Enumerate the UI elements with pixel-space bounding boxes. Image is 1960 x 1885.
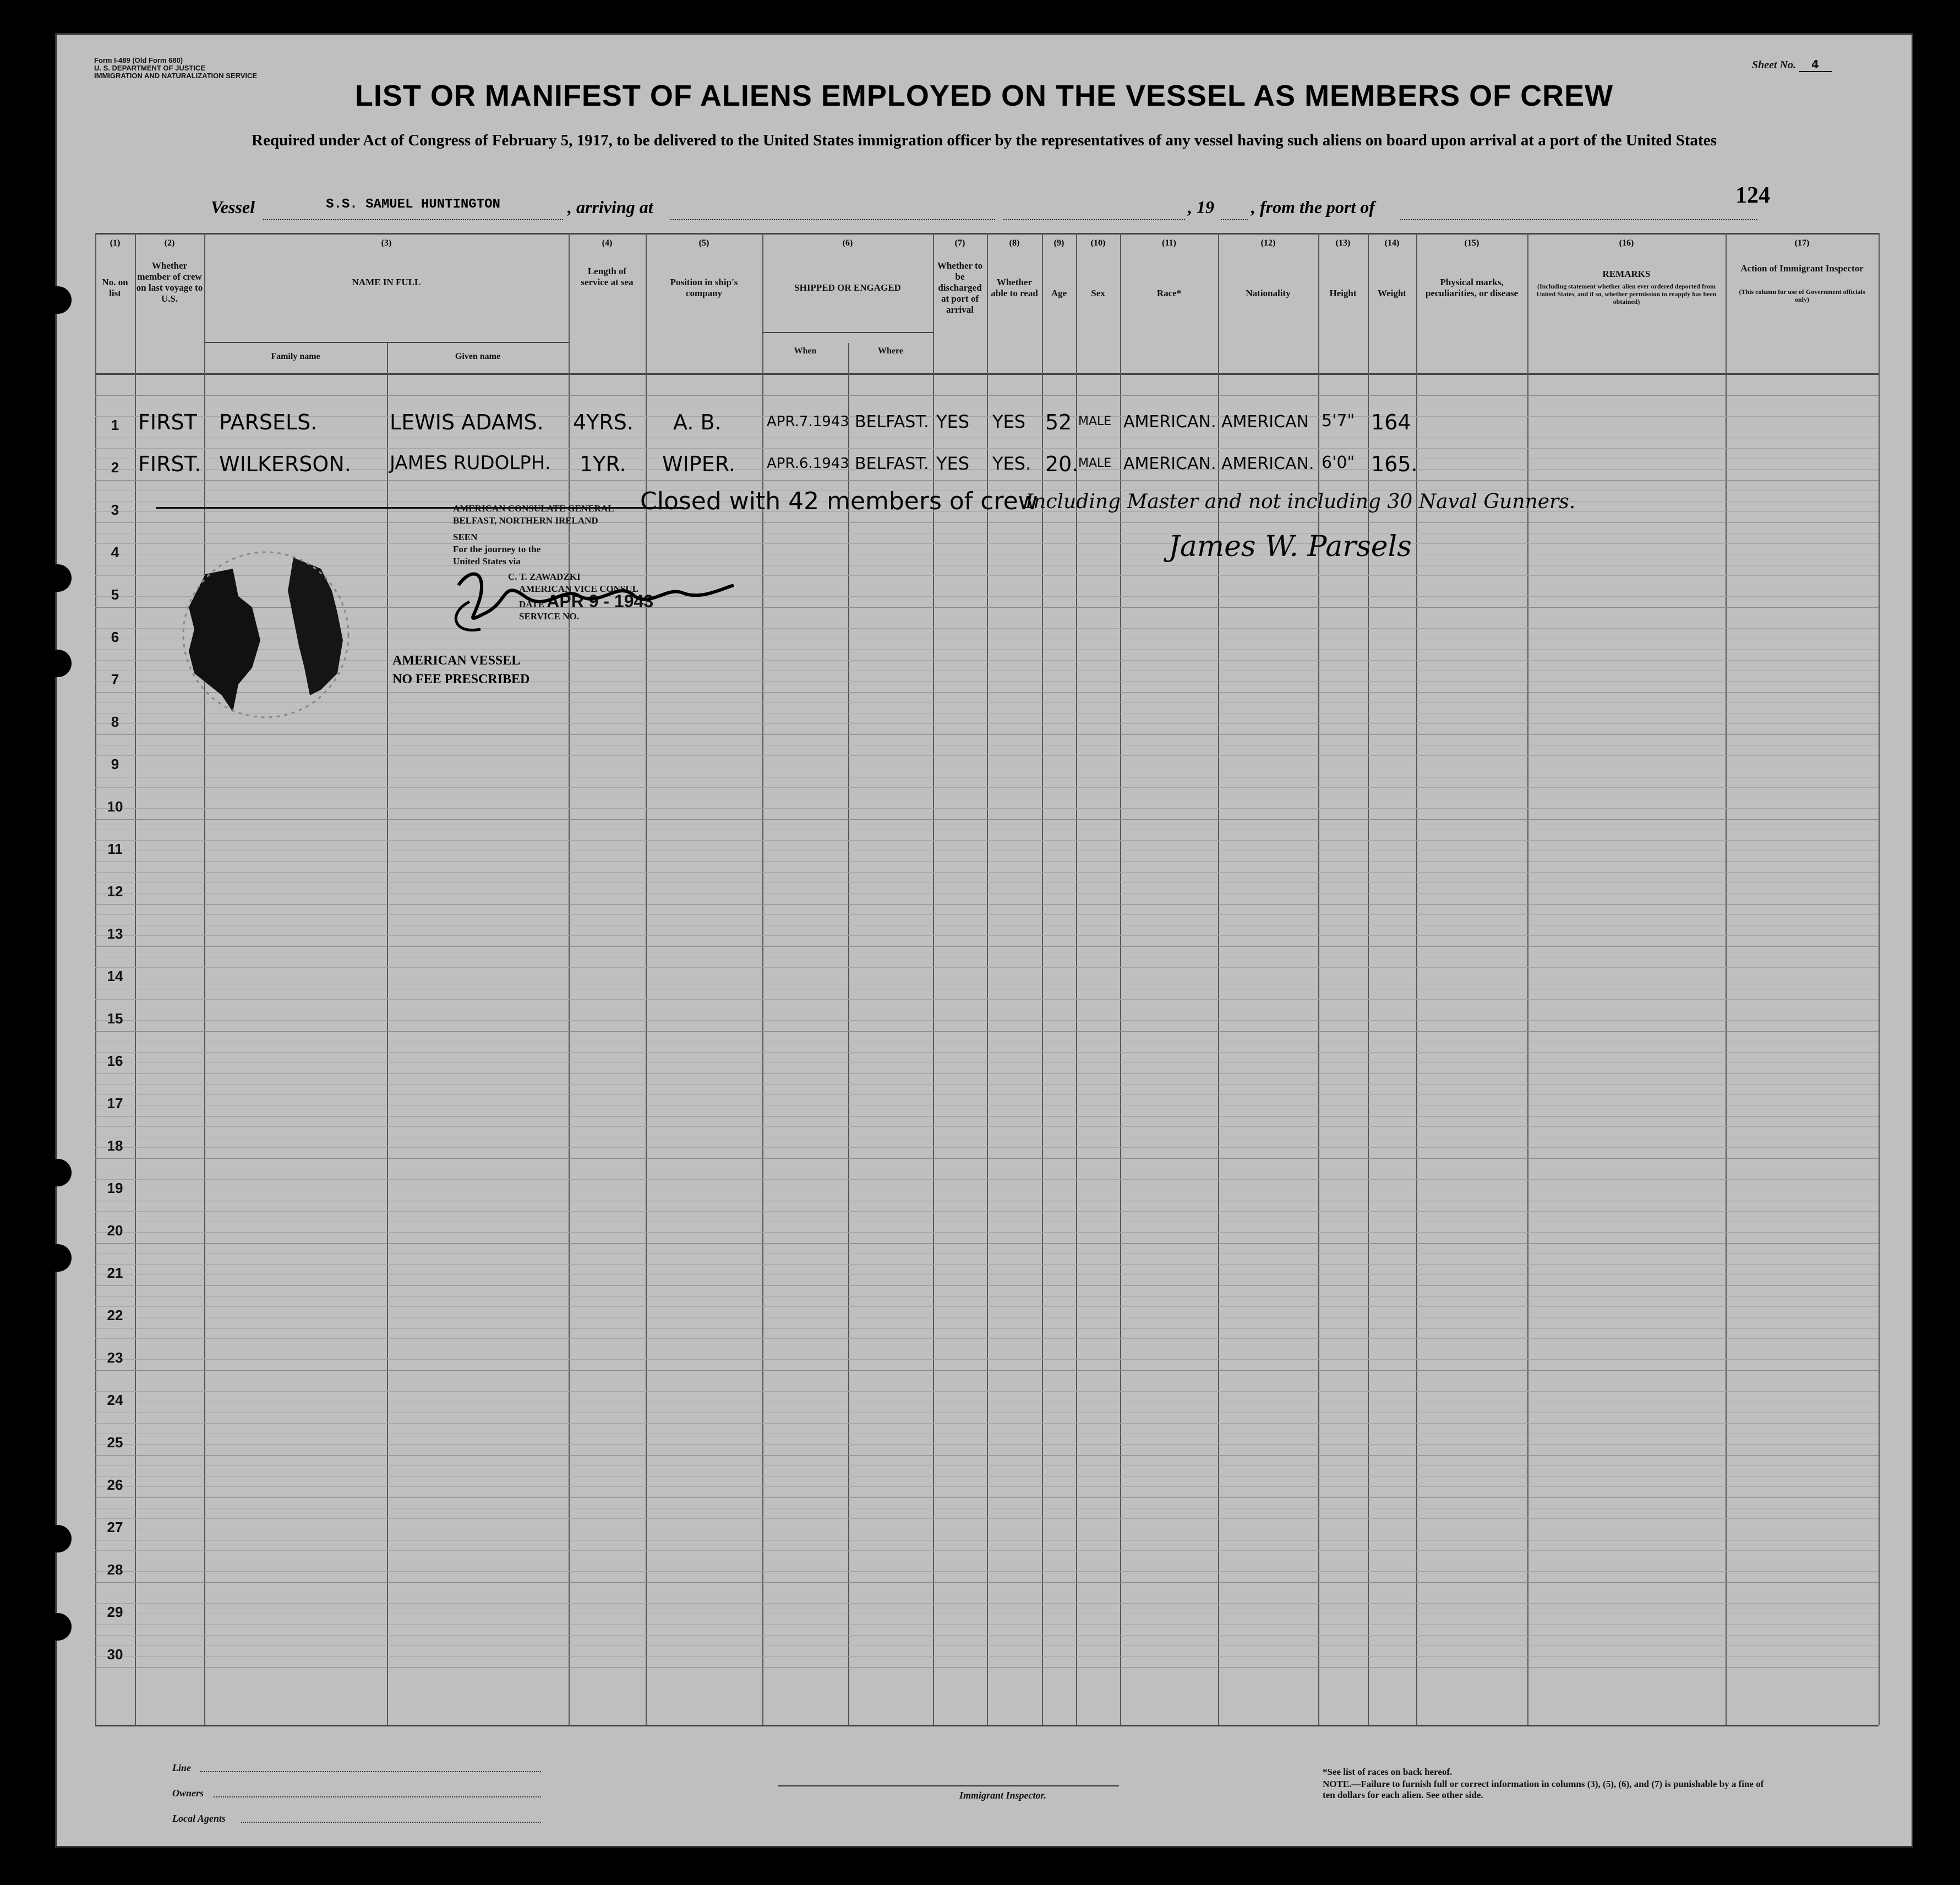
punch-hole	[44, 1613, 72, 1641]
cell-race: AMERICAN.	[1123, 412, 1216, 432]
name-subdivider	[387, 343, 388, 1725]
row-number: 1	[111, 417, 119, 433]
inspector-label: Immigrant Inspector.	[959, 1790, 1047, 1801]
row-subrule	[95, 967, 1879, 968]
stamp-line: For the journey to the	[453, 544, 541, 554]
col-header-age: Age	[1051, 288, 1067, 298]
row-number: 5	[111, 586, 119, 603]
agents-label: Local Agents	[172, 1813, 226, 1824]
row-subrule	[95, 1571, 1879, 1572]
sheet-no-value: 4	[1799, 58, 1832, 72]
row-subrule	[95, 1391, 1879, 1392]
stamp-line: SEEN	[453, 532, 478, 542]
form-id-line: Form I-489 (Old Form 680)	[94, 56, 183, 64]
col-header-inspector-note: (This column for use of Government officials only)	[1739, 288, 1865, 303]
row-subrule	[95, 1126, 1879, 1127]
col-header-read: Whether able to read	[991, 277, 1038, 298]
col-subheader-where: Where	[878, 346, 903, 356]
cell-sex: MALE	[1078, 456, 1112, 470]
col-divider	[1879, 233, 1880, 1725]
row-number: 29	[107, 1604, 123, 1620]
row-number: 16	[107, 1053, 123, 1069]
row-number: 18	[107, 1137, 123, 1154]
vessel-line	[211, 197, 1862, 225]
row-subrule	[95, 469, 1879, 470]
cell-discharged: YES	[936, 411, 970, 432]
row-number: 8	[111, 713, 119, 730]
page-subtitle: Required under Act of Congress of February 5, 1917, to be delivered to the United States immigration officer by the representatives of any vessel having such aliens on board upon arrival at a port of the United States	[252, 132, 1717, 149]
stamp-number: 124	[1735, 183, 1770, 208]
col-number: (10)	[1090, 238, 1106, 248]
arriving-date-field	[1003, 197, 1185, 220]
page-title: LIST OR MANIFEST OF ALIENS EMPLOYED ON THE VESSEL AS MEMBERS OF CREW	[354, 79, 1614, 112]
col-divider	[762, 233, 763, 1725]
cell-service: 4YRS.	[573, 410, 634, 434]
row-subrule	[95, 1550, 1879, 1551]
col-number: (13)	[1335, 238, 1351, 248]
row-rule	[95, 395, 1879, 396]
punch-hole	[44, 286, 72, 314]
col-divider	[1120, 233, 1121, 1725]
footer-top-rule	[95, 1725, 1879, 1726]
row-rule	[95, 1370, 1879, 1371]
vessel-value: S.S. SAMUEL HUNTINGTON	[263, 197, 563, 220]
form-id-line: IMMIGRATION AND NATURALIZATION SERVICE	[94, 72, 258, 80]
master-signature: James W. Parsels	[1169, 530, 1412, 563]
row-number: 6	[111, 629, 119, 645]
arriving-label: , arriving at	[567, 197, 653, 217]
row-number: 11	[107, 841, 123, 857]
col-divider	[569, 233, 570, 1725]
row-subrule	[95, 1656, 1879, 1657]
cell-nationality: AMERICAN	[1221, 412, 1309, 432]
row-subrule	[95, 1476, 1879, 1477]
row-number: 30	[107, 1646, 123, 1663]
row-subrule	[95, 872, 1879, 873]
line-field	[200, 1771, 541, 1772]
col-header-remarks: REMARKS	[1602, 269, 1651, 279]
races-note: *See list of races on back hereof.	[1323, 1767, 1453, 1777]
punch-hole	[44, 1159, 72, 1186]
row-subrule	[95, 914, 1879, 915]
cell-service: 1YR.	[580, 452, 626, 476]
owners-field	[214, 1796, 541, 1797]
row-subrule	[95, 1020, 1879, 1021]
col-divider	[204, 233, 205, 1725]
row-rule	[95, 1285, 1879, 1286]
shipped-subdivider	[848, 343, 849, 1725]
row-subrule	[95, 1603, 1879, 1604]
row-subrule	[95, 1486, 1879, 1487]
row-subrule	[95, 1444, 1879, 1445]
line-label: Line	[172, 1762, 191, 1773]
stamp-date-label: DATE	[519, 599, 544, 609]
vessel-fee-stamp	[392, 651, 529, 689]
col-divider	[987, 233, 988, 1725]
manifest-sheet	[55, 33, 1913, 1848]
row-subrule	[95, 1518, 1879, 1519]
row-rule	[95, 480, 1879, 481]
col-number: (1)	[110, 238, 121, 248]
cell-last-voyage: FIRST	[138, 410, 197, 434]
row-rule	[95, 904, 1879, 905]
cell-height: 5'7"	[1322, 411, 1355, 431]
row-subrule	[95, 1264, 1879, 1265]
shipped-subrule	[762, 332, 933, 333]
cell-sex: MALE	[1078, 415, 1112, 428]
vessel-fee-line: NO FEE PRESCRIBED	[392, 672, 530, 687]
cell-position: WIPER.	[662, 452, 735, 476]
row-number: 21	[107, 1265, 123, 1281]
row-subrule	[95, 893, 1879, 894]
row-subrule	[95, 1306, 1879, 1307]
row-subrule	[95, 840, 1879, 841]
col-number: (15)	[1464, 238, 1479, 248]
row-rule	[95, 946, 1879, 947]
cell-last-voyage: FIRST.	[138, 452, 201, 476]
row-subrule	[95, 1179, 1879, 1180]
punch-hole	[44, 1244, 72, 1272]
cell-race: AMERICAN.	[1123, 454, 1216, 473]
crew-table	[95, 233, 1879, 1725]
stamp-official: C. T. ZAWADZKI	[508, 571, 581, 582]
row-rule	[95, 819, 1879, 820]
form-id-line: U. S. DEPARTMENT OF JUSTICE	[94, 64, 205, 72]
cell-family-name: PARSELS.	[219, 410, 318, 434]
col-divider	[1042, 233, 1043, 1725]
cell-where: BELFAST.	[855, 454, 929, 473]
row-number: 27	[107, 1519, 123, 1535]
row-rule	[95, 522, 1879, 523]
col-number: (11)	[1162, 238, 1176, 248]
col-header-race: Race*	[1156, 288, 1182, 298]
col-divider	[135, 233, 136, 1725]
row-subrule	[95, 1084, 1879, 1085]
row-subrule	[95, 1211, 1879, 1212]
col-divider	[1726, 233, 1727, 1725]
punch-hole	[44, 1525, 72, 1552]
row-subrule	[95, 808, 1879, 809]
row-subrule	[95, 1147, 1879, 1148]
row-number: 15	[107, 1010, 123, 1027]
col-divider	[1368, 233, 1369, 1725]
col-header-remarks-note: (Including statement whether alien ever ordered deported from United States, and if so, whether permission to reapply has been obtained)	[1536, 282, 1717, 306]
cell-read: YES	[992, 411, 1026, 432]
col-number: (12)	[1260, 238, 1276, 248]
row-subrule	[95, 755, 1879, 756]
row-subrule	[95, 1359, 1879, 1360]
row-number: 14	[107, 968, 123, 984]
col-number: (6)	[842, 238, 853, 248]
cell-family-name: WILKERSON.	[219, 452, 351, 476]
owners-label: Owners	[172, 1788, 204, 1799]
row-number: 2	[111, 459, 119, 476]
col-number: (5)	[698, 238, 709, 248]
row-number: 23	[107, 1349, 123, 1366]
row-number: 12	[107, 883, 123, 900]
stamp-line: AMERICAN CONSULATE GENERAL	[453, 503, 614, 514]
cell-where: BELFAST.	[855, 412, 929, 432]
col-number: (16)	[1619, 238, 1634, 248]
vessel-label: Vessel	[211, 197, 255, 217]
col-number: (14)	[1384, 238, 1400, 248]
stamp-title: AMERICAN VICE CONSUL	[519, 584, 638, 594]
closing-text: Closed with 42 members of crew	[640, 487, 1038, 515]
col-header-physical: Physical marks, peculiarities, or disease	[1425, 277, 1519, 298]
row-rule	[95, 1582, 1879, 1583]
col-number: (7)	[954, 238, 965, 248]
row-subrule	[95, 1232, 1879, 1233]
row-subrule	[95, 999, 1879, 1000]
col-header-sex: Sex	[1091, 288, 1105, 298]
closing-handwritten-note: Including Master and not including 30 Naval Gunners.	[1025, 491, 1576, 513]
year-field	[1221, 197, 1248, 220]
from-port-field	[1400, 197, 1757, 220]
row-number: 7	[111, 671, 119, 688]
col-header-last-voyage: Whether member of crew on last voyage to U.S.	[136, 260, 203, 304]
row-subrule	[95, 416, 1879, 417]
row-subrule	[95, 787, 1879, 788]
cell-when: APR.6.1943	[767, 455, 849, 472]
row-subrule	[95, 1423, 1879, 1424]
col-number: (9)	[1053, 238, 1064, 248]
sheet-number	[1752, 58, 1832, 72]
row-number: 4	[111, 544, 119, 560]
row-subrule	[95, 1094, 1879, 1095]
row-number: 9	[111, 756, 119, 772]
row-rule	[95, 1455, 1879, 1456]
cell-age: 52	[1045, 410, 1072, 434]
row-rule	[95, 1243, 1879, 1244]
stamp-date: APR 9 - 1943	[547, 591, 654, 611]
form-identifier	[94, 57, 257, 80]
row-subrule	[95, 448, 1879, 449]
row-rule	[95, 1158, 1879, 1159]
cell-weight: 165.	[1371, 452, 1418, 476]
col-header-inspector: Action of Immigrant Inspector	[1740, 263, 1864, 274]
row-subrule	[95, 1465, 1879, 1466]
row-rule	[95, 1667, 1879, 1668]
col-header-position: Position in ship's company	[670, 277, 738, 298]
row-number: 26	[107, 1477, 123, 1493]
col-divider	[1318, 233, 1319, 1725]
name-subrule	[204, 342, 569, 343]
year-label: , 19	[1188, 197, 1214, 217]
cell-age: 20.	[1045, 452, 1079, 476]
row-number: 28	[107, 1561, 123, 1578]
cell-weight: 164	[1371, 410, 1411, 434]
arriving-field	[670, 197, 995, 220]
row-number: 17	[107, 1095, 123, 1112]
seal-impression	[156, 530, 376, 739]
col-divider	[1527, 233, 1528, 1725]
col-header-service: Length of service at sea	[581, 266, 634, 287]
row-number: 20	[107, 1222, 123, 1239]
stamp-service-label: SERVICE NO.	[519, 611, 579, 622]
col-number: (3)	[381, 238, 392, 248]
footer	[95, 1725, 1879, 1840]
row-subrule	[95, 1635, 1879, 1636]
col-header-shipped: SHIPPED OR ENGAGED	[794, 282, 901, 293]
col-header-discharged: Whether to be discharged at port of arrival	[937, 260, 983, 315]
col-number: (2)	[164, 238, 175, 248]
row-rule	[95, 1497, 1879, 1498]
col-header-weight: Weight	[1378, 288, 1406, 298]
col-header-name: NAME IN FULL	[352, 277, 421, 287]
cell-read: YES.	[992, 453, 1031, 474]
col-header-height: Height	[1329, 288, 1357, 298]
row-number: 10	[107, 798, 123, 815]
col-subheader-given: Given name	[455, 352, 501, 361]
col-header-no: No. on list	[102, 277, 128, 298]
punch-hole	[44, 650, 72, 677]
cell-given-name: LEWIS ADAMS.	[390, 410, 544, 434]
row-number: 13	[107, 925, 123, 942]
from-port-label: , from the port of	[1251, 197, 1375, 217]
row-subrule	[95, 882, 1879, 883]
row-number: 22	[107, 1307, 123, 1323]
stamp-line: United States via	[453, 556, 521, 566]
vessel-fee-line: AMERICAN VESSEL	[392, 653, 521, 668]
stamp-line: BELFAST, NORTHERN IRELAND	[453, 515, 598, 526]
cell-nationality: AMERICAN.	[1221, 454, 1314, 473]
sheet-no-label: Sheet No.	[1752, 59, 1796, 71]
consul-signature	[436, 563, 745, 651]
row-number: 3	[111, 502, 119, 518]
col-divider	[646, 233, 647, 1725]
col-subheader-when: When	[794, 346, 817, 356]
col-number: (8)	[1009, 238, 1020, 248]
col-number: (4)	[602, 238, 613, 248]
row-subrule	[95, 1338, 1879, 1339]
punch-hole	[44, 564, 72, 592]
cell-given-name: JAMES RUDOLPH.	[390, 452, 551, 474]
inspector-signature-field	[778, 1785, 1119, 1786]
col-subheader-family: Family name	[271, 352, 320, 361]
cell-discharged: YES	[936, 453, 970, 474]
row-rule	[95, 1031, 1879, 1032]
row-subrule	[95, 935, 1879, 936]
col-number: (17)	[1794, 238, 1810, 248]
cell-when: APR.7.1943	[767, 413, 849, 430]
col-divider	[933, 233, 934, 1725]
col-header-nationality: Nationality	[1246, 288, 1291, 298]
cell-position: A. B.	[673, 410, 722, 434]
row-subrule	[95, 1052, 1879, 1053]
cell-height: 6'0"	[1322, 453, 1355, 472]
penalty-note: NOTE.—Failure to furnish full or correct information in columns (3), (5), (6), and (7) is punishable by a fine of ten dollars for each alien. See other side.	[1323, 1779, 1764, 1800]
row-subrule	[95, 1274, 1879, 1275]
row-number: 19	[107, 1180, 123, 1196]
agents-field	[241, 1822, 541, 1823]
col-divider	[1218, 233, 1219, 1725]
row-number: 24	[107, 1392, 123, 1408]
row-number: 25	[107, 1434, 123, 1451]
